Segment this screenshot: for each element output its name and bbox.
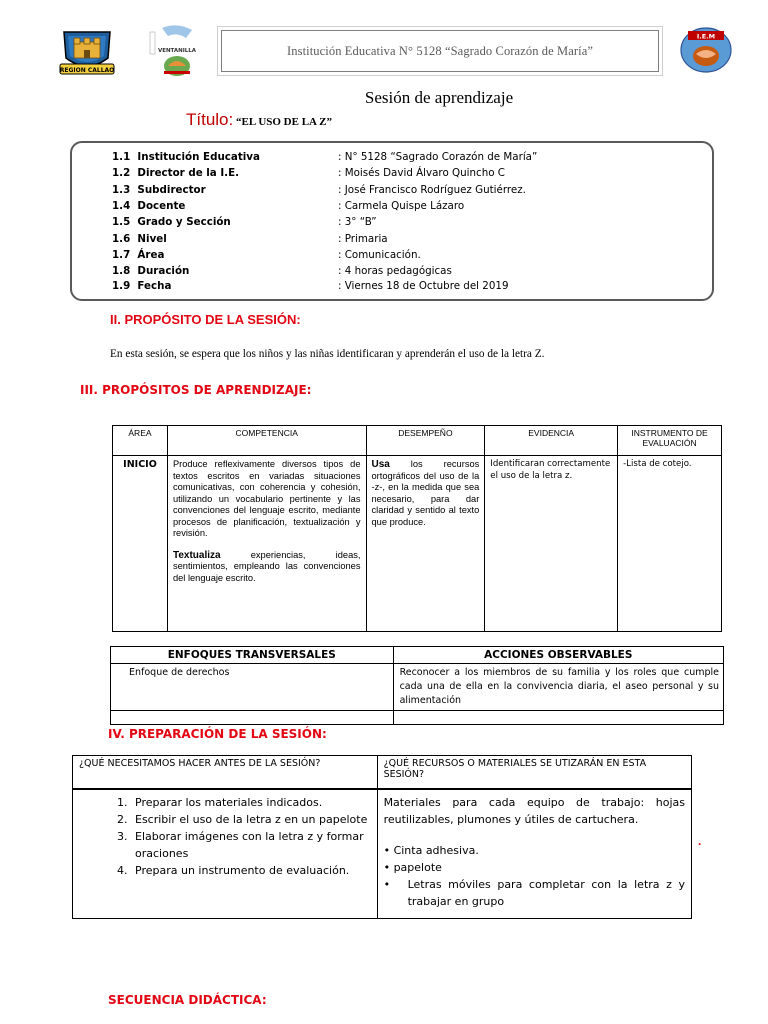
list-item: 2. Escribir el uso de la letra z en un papelote [131, 811, 371, 828]
page-title: Sesión de aprendizaje [364, 88, 514, 107]
instrumento-cell: -Lista de cotejo. [618, 456, 722, 632]
propositos-table [112, 425, 722, 632]
region-callao-logo [58, 28, 116, 78]
area-cell: INICIO [113, 456, 168, 632]
list-item: 3. Elaborar imágenes con la letra z y formar oraciones [131, 828, 371, 862]
institution-name: Institución Educativa N° 5128 “Sagrado Corazón de María” [287, 43, 593, 58]
svg-text:VENTANILLA: VENTANILLA [157, 48, 197, 54]
list-item: • Letras móviles para completar con la letra z y trabajar en grupo [383, 877, 685, 908]
list-item: • Cinta adhesiva. [383, 843, 479, 857]
section-2-heading: II. PROPÓSITO DE LA SESIÓN: [110, 312, 301, 327]
competencia-cell [167, 456, 366, 632]
preparacion-table [72, 755, 692, 919]
empty-cell [111, 711, 394, 725]
section-2-text: En esta sesión, se espera que los niños y las niñas identificaran y aprenderán el uso de la letra Z. [110, 348, 545, 360]
institution-banner [221, 30, 659, 72]
section-3-heading: III. PROPÓSITOS DE APRENDIZAJE: [80, 383, 312, 397]
section-4-heading: IV. PREPARACIÓN DE LA SESIÓN: [108, 727, 327, 741]
header-recursos: ¿QUÉ RECURSOS O MATERIALES SE UTIZARÁN EN ESTA SESIÓN? [377, 756, 691, 789]
secuencia-heading: SECUENCIA DIDÁCTICA: [108, 993, 267, 1007]
steps-cell [73, 789, 378, 919]
header-desempeno: DESEMPEÑO [366, 426, 485, 456]
empty-cell [393, 711, 723, 725]
accion-cell: Reconocer a los miembros de su familia y los roles que cumple cada una de ella en la convivencia diaria, el aseo personal y su alimentación [393, 664, 723, 711]
materiales-cell [377, 789, 691, 919]
table-row [73, 789, 692, 919]
red-dot-mark: . [698, 834, 702, 848]
evidencia-cell: Identificaran correctamente el uso de la letra z. [485, 456, 618, 632]
header-acciones: ACCIONES OBSERVABLES [393, 647, 723, 664]
datos-informativos-box: 1.1 Institución Educativa : N° 5128 “Sagrado Corazón de María” 1.2 Director de la I.E. : Moisés David Álvaro Quincho C 1.3 Subdirector : José Francisco Rodríguez Gutiérrez. 1.4 Docente : Carmela Quispe Lázaro 1.5 Grado y Sección : 3° “B” 1.6 Nivel : Primaria 1.7 Área : Comunicación. 1.8 Duración : 4 horas pedagógicas 1.9 Fecha : Viernes 18 de Octubre del 2019 [70, 141, 714, 301]
header-evidencia: EVIDENCIA [485, 426, 618, 456]
header-area: ÁREA [113, 426, 168, 456]
textualiza-text: Textualiza experiencias, ideas, sentimientos, empleando las convenciones del lenguaje escrito. [172, 549, 361, 583]
enfoques-table [110, 646, 724, 725]
svg-text:I.E.M: I.E.M [696, 32, 716, 41]
ventanilla-logo [146, 22, 208, 80]
enfoque-cell: Enfoque de derechos [111, 664, 394, 711]
materiales-intro: Materiales para cada equipo de trabajo: hojas reutilizables, plumones y útiles de cartuchera. [383, 795, 685, 826]
list-item: 1. Preparar los materiales indicados. [131, 794, 371, 811]
header-antes: ¿QUÉ NECESITAMOS HACER ANTES DE LA SESIÓN? [73, 756, 378, 789]
bullet-icon: • [383, 860, 391, 874]
table-row [111, 711, 724, 725]
header-instrumento: INSTRUMENTO DE EVALUACIÓN [618, 426, 722, 456]
desempeno-cell: Usa los recursos ortográficos del uso de la -z-, en la medida que sea necesario, para dar claridad y sentido al texto que produce. [366, 456, 485, 632]
titulo-label: Título: [186, 110, 234, 129]
institution-logo [680, 26, 732, 74]
table-header-row [111, 647, 724, 664]
table-header-row [73, 756, 692, 789]
bullet-icon: • [383, 843, 391, 857]
bullet-icon: • [383, 877, 391, 891]
titulo-value: “EL USO DE LA Z” [236, 116, 332, 128]
header-competencia: COMPETENCIA [167, 426, 366, 456]
table-row [113, 456, 722, 632]
list-item: • papelote [383, 860, 442, 874]
competencia-text: Produce reflexivamente diversos tipos de textos escritos en variadas situaciones comunicativas, con coherencia y cohesión, utilizando un vocabulario pertinente y las convenciones del lenguaje escrito, mediante procesos de planificación, textualización y revisión. [172, 459, 361, 538]
list-item: 4. Prepara un instrumento de evaluación. [131, 862, 371, 879]
svg-text:REGION CALLAO: REGION CALLAO [59, 67, 115, 74]
table-row [111, 664, 724, 711]
header-enfoques: ENFOQUES TRANSVERSALES [111, 647, 394, 664]
table-header-row [113, 426, 722, 456]
